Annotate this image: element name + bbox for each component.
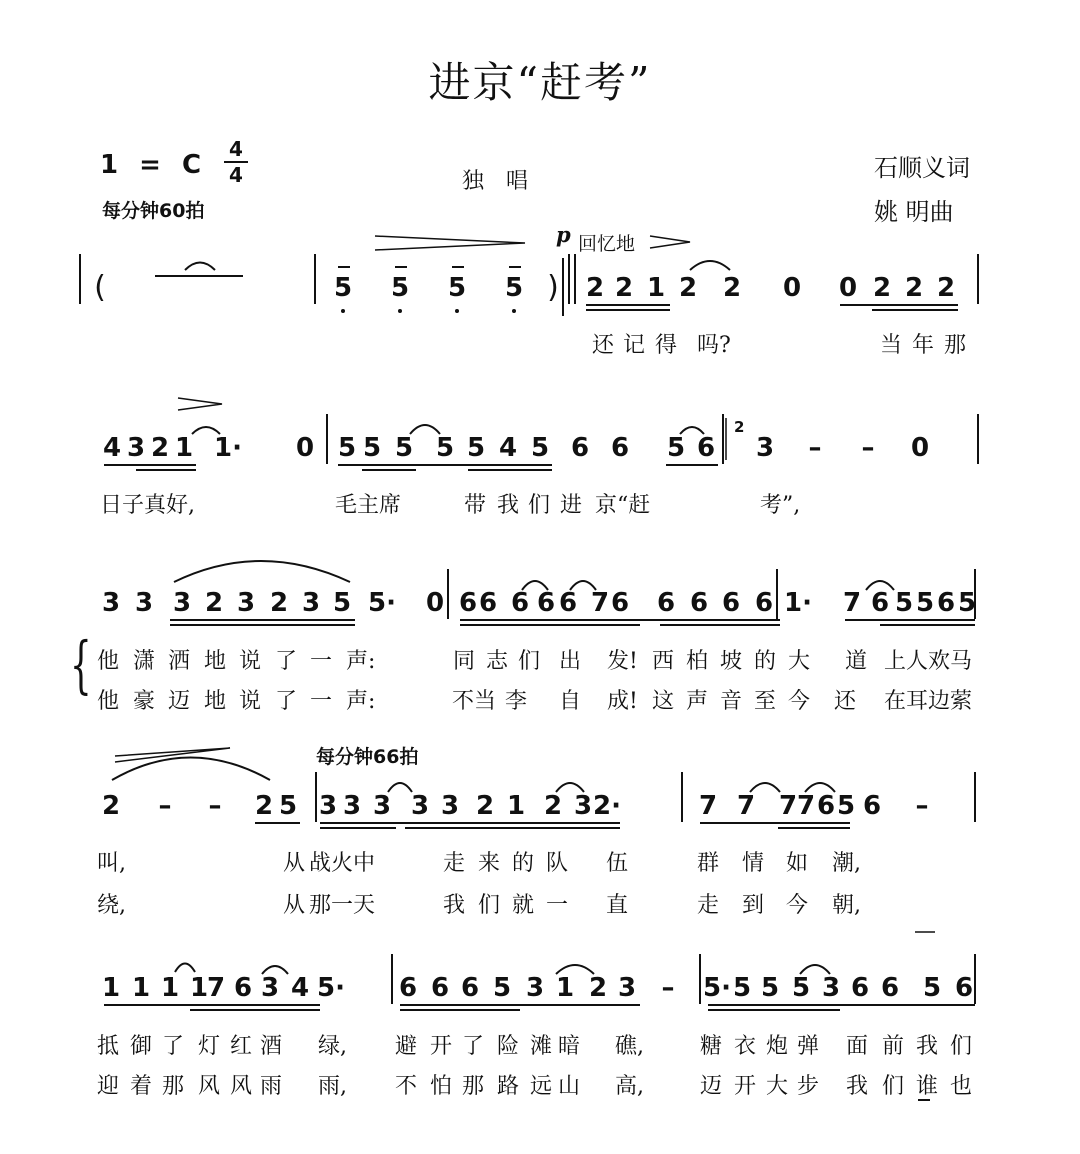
lyric-syllable: 酒 — [260, 1034, 283, 1059]
note: 2 — [872, 273, 892, 303]
note: – — [158, 791, 172, 821]
lyric-syllable: 怕 — [430, 1074, 453, 1099]
note: 1 — [189, 973, 209, 1003]
note: 1 — [131, 973, 151, 1003]
lyric-syllable: 潇 — [133, 649, 156, 674]
lyric-syllable: 考”, — [760, 493, 801, 518]
composer-credit: 姚 明曲 — [874, 198, 954, 226]
note: 5· — [703, 973, 731, 1003]
note: 3 — [372, 791, 392, 821]
note: 2 — [269, 588, 289, 618]
note: 3 — [573, 791, 593, 821]
slur — [690, 261, 730, 270]
lyric-syllable: 出 — [559, 649, 582, 674]
note: 5 — [435, 433, 455, 463]
slur — [112, 758, 270, 781]
lyric-syllable: 当 — [880, 333, 903, 358]
note: 6 — [656, 588, 676, 618]
lyric-syllable: 一 — [546, 893, 569, 918]
lyric-syllable: 山 — [558, 1074, 581, 1099]
lyric-syllable: 那一天 — [309, 893, 376, 918]
lyric-syllable: 在耳边萦 — [884, 689, 973, 714]
lyric-syllable: 开 — [734, 1074, 757, 1099]
lyric-syllable: 们 — [518, 649, 541, 674]
lyric-syllable: 京“赶 — [595, 493, 651, 518]
lyric-syllable: 绿, — [318, 1034, 347, 1059]
lyric-syllable: 坡 — [720, 649, 743, 674]
note: 2 — [150, 433, 170, 463]
note: 5 — [394, 433, 414, 463]
note: 0 — [295, 433, 315, 463]
note: 3 — [134, 588, 154, 618]
repeat-paren: ( — [94, 270, 106, 305]
lyric-syllable: 风 — [198, 1074, 221, 1099]
lyric-syllable: 糖 — [700, 1034, 723, 1059]
note: 4 — [498, 433, 518, 463]
lyric-syllable: 炮 — [766, 1034, 789, 1059]
note: 2 — [722, 273, 742, 303]
lyric-syllable: 灯 — [198, 1034, 221, 1059]
lyric-syllable: 我 — [916, 1034, 939, 1059]
lyric-syllable: 如 — [786, 851, 809, 876]
note: – — [808, 433, 822, 463]
lyric-syllable: 前 — [882, 1034, 905, 1059]
note: – — [208, 791, 222, 821]
note: 6 — [458, 588, 478, 618]
lyric-syllable: 今 — [788, 689, 811, 714]
lyric-syllable: 的 — [512, 851, 535, 876]
lyric-syllable: 他 — [97, 689, 120, 714]
lyric-syllable: 步 — [797, 1074, 820, 1099]
lyric-syllable: 李 — [505, 689, 528, 714]
song-title: 进京“赶考” — [428, 58, 652, 107]
lyric-syllable: 这 — [652, 689, 675, 714]
volta-number: 2 — [734, 418, 745, 436]
note: 2 — [204, 588, 224, 618]
note: 1 — [555, 973, 575, 1003]
note: 1 — [506, 791, 526, 821]
note: 2 — [614, 273, 634, 303]
note: 1 — [101, 973, 121, 1003]
note: 5 — [466, 433, 486, 463]
lyric-syllable: 进 — [560, 493, 583, 518]
lyric-syllable: 一 — [310, 649, 333, 674]
note: 6 — [754, 588, 774, 618]
lyric-syllable: 他 — [97, 649, 120, 674]
lyric-syllable: 了 — [162, 1034, 185, 1059]
lyric-syllable: 伍 — [606, 851, 629, 876]
note: 4 — [290, 973, 310, 1003]
key-signature: 1 = C — [100, 150, 208, 180]
note: 5 — [332, 588, 352, 618]
note: 3 — [318, 791, 338, 821]
note: 0 — [910, 433, 930, 463]
note: 6 — [689, 588, 709, 618]
time-denominator: 4 — [229, 163, 243, 187]
lyric-syllable: 迈 — [168, 689, 191, 714]
lyric-syllable: 柏 — [686, 649, 709, 674]
crescendo-hairpin — [375, 236, 525, 250]
note: 5 — [278, 791, 298, 821]
note: 6 — [850, 973, 870, 1003]
note: 3 — [617, 973, 637, 1003]
verse-brace: { — [70, 628, 92, 701]
lyric-syllable: 雨 — [260, 1074, 283, 1099]
note: 5 — [337, 433, 357, 463]
note: 2 — [904, 273, 924, 303]
lyric-syllable: 大 — [766, 1074, 789, 1099]
accent-mark — [650, 236, 690, 248]
note: 5 — [922, 973, 942, 1003]
lyric-syllable: 们 — [882, 1074, 905, 1099]
note: 3 — [236, 588, 256, 618]
performance-type: 独唱 — [462, 169, 551, 194]
lyric-syllable: 礁, — [615, 1034, 644, 1059]
note: 5 — [447, 273, 467, 303]
note: 1· — [784, 588, 812, 618]
lyric-syllable: 还 — [834, 689, 857, 714]
note: 6 — [610, 433, 630, 463]
lyric-syllable: 抵 — [97, 1034, 120, 1059]
lyric-syllable: 们 — [528, 493, 551, 518]
lyric-syllable: 西 — [652, 649, 675, 674]
lyric-syllable: 到 — [742, 893, 765, 918]
dynamic-piano: p — [556, 222, 571, 247]
note: 3 — [525, 973, 545, 1003]
note: 2 — [678, 273, 698, 303]
low-octave-dot — [398, 309, 402, 313]
repeat-paren: ) — [547, 270, 559, 305]
lyric-syllable: 豪 — [133, 689, 156, 714]
note: 5 — [333, 273, 353, 303]
lyric-syllable: 谁 — [916, 1074, 939, 1099]
lyric-syllable: 声: — [346, 649, 376, 674]
note: 3 — [126, 433, 146, 463]
lyric-syllable: 年 — [912, 333, 935, 358]
lyric-syllable: 毛主席 — [335, 493, 402, 518]
lyric-syllable: 成! — [607, 689, 638, 714]
note: 6 — [430, 973, 450, 1003]
lyric-syllable: 说 — [239, 649, 262, 674]
lyric-syllable: 暗 — [558, 1034, 581, 1059]
lyric-syllable: 那 — [944, 333, 967, 358]
note: 7 — [206, 973, 226, 1003]
note: 5 — [530, 433, 550, 463]
fermata — [175, 964, 195, 973]
lyric-syllable: 得 — [655, 333, 678, 358]
note: 6 — [870, 588, 890, 618]
lyric-syllable: 弹 — [797, 1034, 820, 1059]
lyric-syllable: 一 — [310, 689, 333, 714]
note: 5 — [504, 273, 524, 303]
note: 5 — [666, 433, 686, 463]
lyric-syllable: 不 — [395, 1074, 418, 1099]
lyric-syllable: 上人欢马 — [884, 649, 973, 674]
note: 6 — [460, 973, 480, 1003]
note: 5· — [317, 973, 345, 1003]
lyric-syllable: 群 — [697, 851, 720, 876]
note: 5 — [732, 973, 752, 1003]
note: 0 — [782, 273, 802, 303]
note: 5 — [836, 791, 856, 821]
note: 2 — [585, 273, 605, 303]
lyric-syllable: 洒 — [168, 649, 191, 674]
note: – — [915, 791, 929, 821]
lyric-syllable: 避 — [395, 1034, 418, 1059]
note: 5 — [492, 973, 512, 1003]
lyric-syllable: 了 — [275, 649, 298, 674]
lyric-syllable: 说 — [239, 689, 262, 714]
note: 3 — [301, 588, 321, 618]
note: 2 — [936, 273, 956, 303]
note: 0 — [838, 273, 858, 303]
note: 2 — [101, 791, 121, 821]
note: 6 — [721, 588, 741, 618]
low-octave-dot — [341, 309, 345, 313]
note: 0 — [425, 588, 445, 618]
lyric-syllable: 音 — [720, 689, 743, 714]
lyric-syllable: 雨, — [318, 1074, 347, 1099]
lyric-syllable: 滩 — [530, 1034, 553, 1059]
lyric-syllable: 从 — [283, 851, 306, 876]
lyric-syllable: 直 — [606, 893, 629, 918]
note: 7 — [698, 791, 718, 821]
note: 7 — [778, 791, 798, 821]
expression-text: 回忆地 — [578, 233, 636, 255]
lyric-syllable: 叫, — [97, 851, 126, 876]
lyric-syllable: 我 — [846, 1074, 869, 1099]
lyric-syllable: 也 — [950, 1074, 973, 1099]
note: 5 — [390, 273, 410, 303]
note: 5 — [760, 973, 780, 1003]
note: 5· — [368, 588, 396, 618]
lyric-syllable: 红 — [230, 1034, 253, 1059]
note: 2 — [475, 791, 495, 821]
lyric-syllable: 朝, — [832, 893, 861, 918]
note: 5 — [915, 588, 935, 618]
note: 3 — [172, 588, 192, 618]
note: 6 — [558, 588, 578, 618]
lyric-syllable: 情 — [742, 851, 765, 876]
slur — [174, 561, 350, 582]
lyric-syllable: 远 — [530, 1074, 553, 1099]
lyric-syllable: 了 — [462, 1034, 485, 1059]
note: 4 — [102, 433, 122, 463]
lyric-syllable: 来 — [478, 851, 501, 876]
lyric-syllable: 的 — [754, 649, 777, 674]
lyric-syllable: 险 — [497, 1034, 520, 1059]
lyric-syllable: 御 — [130, 1034, 153, 1059]
note: 5 — [894, 588, 914, 618]
fermata-arc — [185, 263, 215, 271]
note: 6 — [816, 791, 836, 821]
low-octave-dot — [455, 309, 459, 313]
note: 2 — [588, 973, 608, 1003]
lyric-syllable: 地 — [204, 689, 227, 714]
lyric-syllable: 开 — [430, 1034, 453, 1059]
note: 7 — [796, 791, 816, 821]
note: 6 — [510, 588, 530, 618]
lyric-syllable: 迈 — [700, 1074, 723, 1099]
tempo-change-marking: 每分钟66拍 — [316, 746, 419, 768]
note: 3 — [440, 791, 460, 821]
lyric-syllable: 吗? — [697, 333, 731, 358]
lyric-syllable: 那 — [462, 1074, 485, 1099]
lyric-syllable: 发! — [607, 649, 638, 674]
lyric-syllable: 绕, — [97, 893, 126, 918]
note: 6 — [398, 973, 418, 1003]
lyric-syllable: 走 — [443, 851, 466, 876]
note: 6 — [610, 588, 630, 618]
note: 2· — [593, 791, 621, 821]
lyric-syllable: 还 — [592, 333, 615, 358]
lyric-syllable: 不当 — [452, 689, 497, 714]
note: 5 — [791, 973, 811, 1003]
note: 6 — [880, 973, 900, 1003]
note: 7 — [590, 588, 610, 618]
note: 6 — [570, 433, 590, 463]
lyric-syllable: 队 — [546, 851, 569, 876]
note: 3 — [410, 791, 430, 821]
lyric-syllable: 们 — [478, 893, 501, 918]
note: 3 — [342, 791, 362, 821]
lyric-syllable: 自 — [559, 689, 582, 714]
lyricist-credit: 石顺义词 — [874, 154, 970, 182]
low-octave-dot — [512, 309, 516, 313]
lyric-syllable: 迎 — [97, 1074, 120, 1099]
note: 1 — [174, 433, 194, 463]
lyric-syllable: 从 — [283, 893, 306, 918]
lyric-syllable: 声: — [346, 689, 376, 714]
lyric-syllable: 那 — [162, 1074, 185, 1099]
note: 3 — [755, 433, 775, 463]
lyric-syllable: 带 — [464, 493, 487, 518]
lyric-syllable: 大 — [788, 649, 811, 674]
tempo-marking: 每分钟60拍 — [102, 200, 205, 222]
lyric-syllable: 了 — [275, 689, 298, 714]
note: 6 — [862, 791, 882, 821]
lyric-syllable: 衣 — [734, 1034, 757, 1059]
note: 6 — [233, 973, 253, 1003]
note: 1 — [646, 273, 666, 303]
accent-mark — [178, 398, 222, 410]
lyric-syllable: 们 — [950, 1034, 973, 1059]
note: 1· — [214, 433, 242, 463]
note: 5 — [957, 588, 977, 618]
lyric-syllable: 我 — [443, 893, 466, 918]
note: 2 — [254, 791, 274, 821]
note: – — [861, 433, 875, 463]
note: 6 — [478, 588, 498, 618]
lyric-syllable: 日子真好, — [100, 493, 195, 518]
note: 6 — [696, 433, 716, 463]
lyric-syllable: 路 — [497, 1074, 520, 1099]
note: 5 — [362, 433, 382, 463]
note: – — [661, 973, 675, 1003]
note: 6 — [536, 588, 556, 618]
lyric-syllable: 记 — [623, 333, 646, 358]
lyric-syllable: 风 — [230, 1074, 253, 1099]
note: 3 — [821, 973, 841, 1003]
lyric-syllable: 走 — [697, 893, 720, 918]
lyric-syllable: 面 — [846, 1034, 869, 1059]
note: 3 — [101, 588, 121, 618]
lyric-syllable: 地 — [204, 649, 227, 674]
lyric-syllable: 就 — [512, 893, 535, 918]
lyric-syllable: 同 — [453, 649, 476, 674]
note: 7 — [842, 588, 862, 618]
note: 7 — [736, 791, 756, 821]
lyric-syllable: 高, — [615, 1074, 644, 1099]
note: 2 — [543, 791, 563, 821]
time-numerator: 4 — [229, 137, 243, 161]
lyric-syllable: 至 — [754, 689, 777, 714]
lyric-syllable: 着 — [130, 1074, 153, 1099]
lyric-syllable: 志 — [486, 649, 509, 674]
lyric-syllable: 战火中 — [309, 851, 376, 876]
note: 6 — [936, 588, 956, 618]
note: 3 — [260, 973, 280, 1003]
note: 1 — [160, 973, 180, 1003]
lyric-syllable: 今 — [786, 893, 809, 918]
lyric-syllable: 我 — [497, 493, 520, 518]
note: 6 — [954, 973, 974, 1003]
lyric-syllable: 潮, — [832, 851, 861, 876]
lyric-syllable: 声 — [686, 689, 709, 714]
lyric-syllable: 道 — [845, 649, 868, 674]
